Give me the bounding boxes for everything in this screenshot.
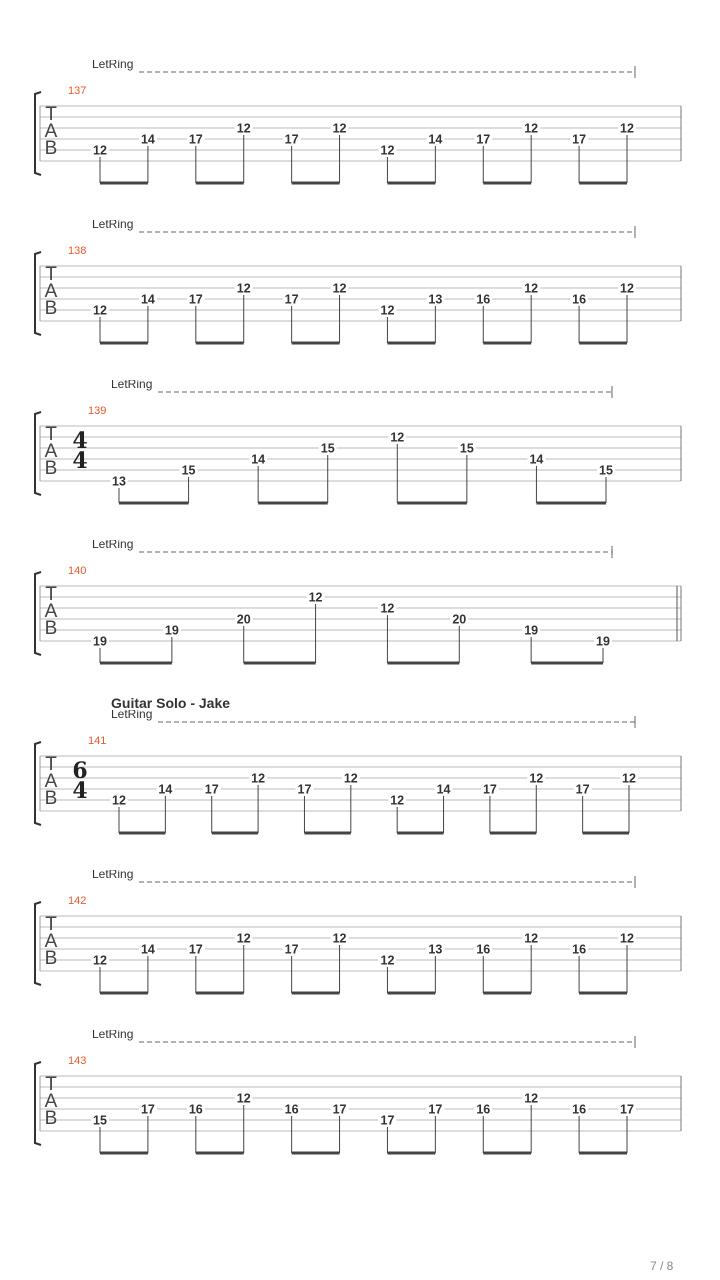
tab-staff-svg (0, 710, 720, 870)
fret-number: 16 (188, 1102, 203, 1117)
tab-clef-letter: B (44, 458, 58, 479)
fret-number: 16 (572, 292, 587, 307)
tab-clef-letter: A (44, 771, 58, 792)
fret-number: 14 (251, 452, 266, 467)
fret-number: 14 (428, 132, 443, 147)
fret-number: 17 (284, 132, 299, 147)
fret-number: 19 (164, 623, 179, 638)
fret-number: 12 (93, 303, 107, 318)
tab-clef-letter: B (44, 618, 58, 639)
tab-system-143 (0, 1030, 720, 1190)
fret-number: 19 (596, 634, 610, 649)
tab-clef-letter: A (44, 441, 58, 462)
fret-number: 19 (524, 623, 539, 638)
bar-number: 139 (88, 405, 107, 417)
fret-number: 13 (428, 292, 443, 307)
tab-system-139 (0, 380, 720, 540)
fret-number: 17 (380, 1113, 395, 1128)
tab-system-142 (0, 870, 720, 1030)
page-number: 7 / 8 (650, 1259, 674, 1273)
fret-number: 12 (620, 281, 634, 296)
fret-number: 12 (380, 953, 395, 968)
fret-number: 15 (181, 463, 196, 478)
fret-number: 12 (380, 143, 395, 158)
fret-number: 16 (476, 1102, 491, 1117)
fret-number: 14 (140, 942, 155, 957)
fret-number: 16 (572, 942, 587, 957)
tab-system-141 (0, 710, 720, 870)
bar-number: 141 (88, 735, 107, 747)
fret-number: 13 (112, 474, 126, 489)
fret-number: 12 (236, 931, 251, 946)
bar-number: 142 (68, 895, 87, 907)
fret-number: 16 (476, 942, 491, 957)
fret-number: 15 (459, 441, 474, 456)
fret-number: 12 (236, 1091, 251, 1106)
let-ring-label: LetRing (92, 1030, 134, 1041)
fret-number: 12 (524, 1091, 539, 1106)
fret-number: 12 (380, 601, 395, 616)
bar-number: 140 (68, 565, 87, 577)
fret-number: 12 (332, 281, 347, 296)
tab-clef-letter: T (45, 914, 57, 935)
fret-number: 14 (140, 292, 155, 307)
fret-number: 12 (620, 121, 634, 136)
fret-number: 20 (452, 612, 467, 627)
let-ring-label: LetRing (92, 870, 134, 881)
fret-number: 12 (332, 931, 347, 946)
tab-clef-letter: T (45, 1074, 57, 1095)
fret-number: 17 (575, 782, 590, 797)
fret-number: 12 (622, 771, 636, 786)
tab-clef-letter: A (44, 121, 58, 142)
tab-staff-svg (0, 540, 720, 700)
fret-number: 12 (524, 121, 539, 136)
bar-number: 138 (68, 245, 87, 257)
bar-number: 143 (68, 1055, 87, 1067)
fret-number: 19 (93, 634, 107, 649)
let-ring-label: LetRing (111, 380, 153, 391)
tab-clef-letter: B (44, 788, 58, 809)
tab-clef-letter: B (44, 138, 58, 159)
fret-number: 17 (188, 942, 203, 957)
tab-staff-svg (0, 870, 720, 1030)
fret-number: 15 (599, 463, 613, 478)
fret-number: 17 (482, 782, 497, 797)
fret-number: 12 (390, 793, 405, 808)
fret-number: 20 (236, 612, 251, 627)
time-signature-top: 6 (72, 758, 88, 784)
tab-clef-letter: B (44, 1108, 58, 1129)
tab-clef-letter: T (45, 424, 57, 445)
fret-number: 17 (284, 292, 299, 307)
let-ring-label: LetRing (111, 710, 153, 721)
fret-number: 12 (236, 281, 251, 296)
fret-number: 17 (188, 292, 203, 307)
time-signature-bottom: 4 (72, 778, 88, 804)
fret-number: 12 (390, 430, 405, 445)
tab-clef-letter: T (45, 264, 57, 285)
tab-staff-svg (0, 220, 720, 380)
fret-number: 12 (236, 121, 251, 136)
fret-number: 12 (251, 771, 266, 786)
tab-staff-svg (0, 380, 720, 540)
fret-number: 12 (308, 590, 323, 605)
tab-clef-letter: A (44, 1091, 58, 1112)
tab-clef-letter: A (44, 931, 58, 952)
fret-number: 12 (620, 931, 634, 946)
fret-number: 17 (284, 942, 299, 957)
fret-number: 16 (284, 1102, 299, 1117)
fret-number: 12 (343, 771, 358, 786)
fret-number: 15 (320, 441, 335, 456)
tab-system-140 (0, 540, 720, 700)
bar-number: 137 (68, 85, 87, 97)
tab-system-137 (0, 60, 720, 220)
fret-number: 14 (158, 782, 173, 797)
tab-clef-letter: A (44, 601, 58, 622)
fret-number: 12 (93, 953, 107, 968)
tab-clef-letter: A (44, 281, 58, 302)
fret-number: 17 (332, 1102, 347, 1117)
tab-clef-letter: T (45, 584, 57, 605)
fret-number: 17 (428, 1102, 443, 1117)
tab-staff-svg (0, 60, 720, 220)
fret-number: 12 (529, 771, 544, 786)
fret-number: 12 (524, 281, 539, 296)
fret-number: 12 (524, 931, 539, 946)
fret-number: 16 (572, 1102, 587, 1117)
let-ring-label: LetRing (92, 60, 134, 71)
fret-number: 17 (297, 782, 312, 797)
fret-number: 12 (93, 143, 107, 158)
fret-number: 12 (112, 793, 126, 808)
tab-clef-letter: T (45, 104, 57, 125)
fret-number: 17 (620, 1102, 634, 1117)
tab-staff-svg (0, 1030, 720, 1190)
let-ring-label: LetRing (92, 220, 134, 231)
fret-number: 17 (572, 132, 587, 147)
tab-clef-letter: B (44, 948, 58, 969)
let-ring-label: LetRing (92, 540, 134, 551)
tab-clef-letter: B (44, 298, 58, 319)
time-signature-top: 4 (72, 428, 88, 454)
fret-number: 14 (140, 132, 155, 147)
fret-number: 16 (476, 292, 491, 307)
section-label: Guitar Solo - Jake (111, 695, 231, 711)
fret-number: 17 (476, 132, 491, 147)
fret-number: 12 (332, 121, 347, 136)
time-signature-bottom: 4 (72, 448, 88, 474)
fret-number: 17 (188, 132, 203, 147)
fret-number: 12 (380, 303, 395, 318)
tab-clef-letter: T (45, 754, 57, 775)
fret-number: 17 (204, 782, 219, 797)
fret-number: 13 (428, 942, 443, 957)
fret-number: 15 (93, 1113, 107, 1128)
fret-number: 14 (436, 782, 451, 797)
fret-number: 17 (140, 1102, 155, 1117)
fret-number: 14 (529, 452, 544, 467)
tab-system-138 (0, 220, 720, 380)
